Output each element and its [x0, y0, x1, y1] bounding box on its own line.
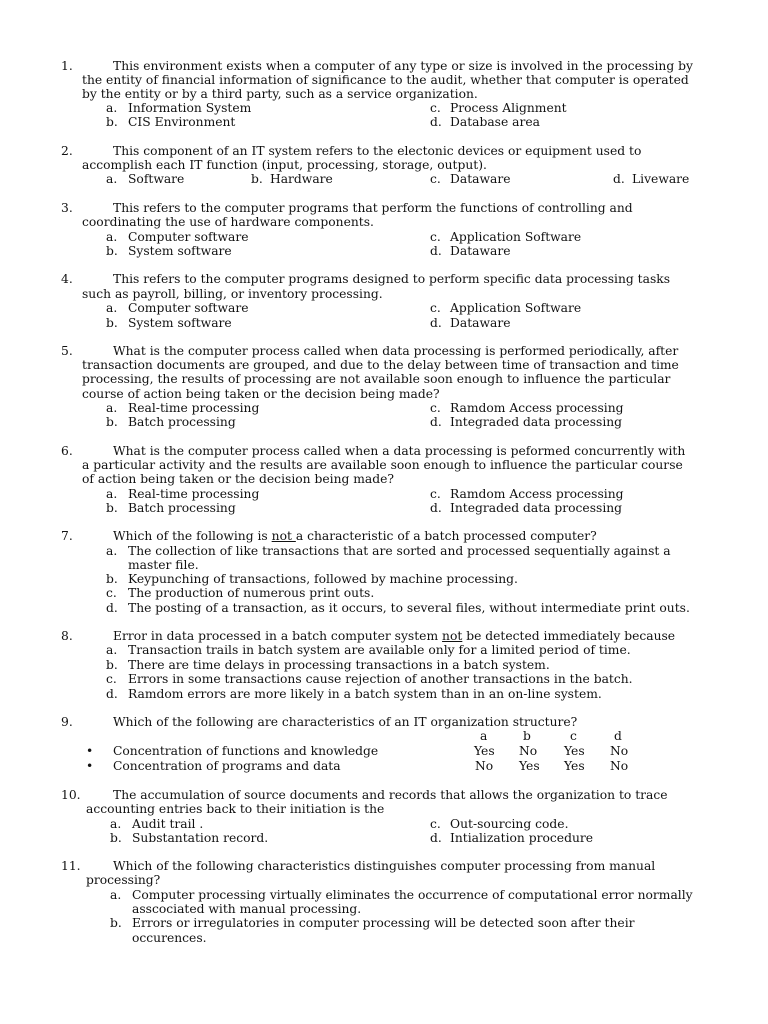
option-letter: c. [430, 487, 441, 501]
option-text: The production of numerous print outs. [128, 586, 375, 600]
option-letter: a. [106, 230, 118, 244]
question-text: transaction documents are grouped, and due to the delay between time of transaction and time [82, 358, 679, 372]
option-letter: c. [430, 101, 441, 115]
underlined-word: not [271, 529, 296, 543]
question-text: This environment exists when a computer of any type or size is involved in the processing by [113, 59, 693, 73]
table-cell: Yes [519, 759, 540, 773]
table-cell: No [610, 744, 629, 758]
question-number: 2. [61, 144, 73, 158]
option-letter: c. [430, 230, 441, 244]
option-letter: b. [106, 115, 118, 129]
option-text: System software [128, 244, 232, 258]
option-text: Batch processing [128, 501, 236, 515]
question-text: Which of the following is not a characteristic of a batch processed computer? [113, 529, 597, 543]
question-text: by the entity or by a third party, such as a service organization. [82, 87, 478, 101]
option-letter: a. [110, 888, 122, 902]
question-text: Which of the following characteristics distinguishes computer processing from manual [113, 859, 656, 873]
table-cell: Yes [564, 744, 585, 758]
option-letter: d. [613, 172, 625, 186]
option-text: Computer processing virtually eliminates the occurrence of computational error normally [132, 888, 693, 902]
question-number: 8. [61, 629, 73, 643]
option-text: Ramdom Access processing [450, 487, 624, 501]
option-text: Hardware [270, 172, 333, 186]
option-text: asscociated with manual processing. [132, 902, 362, 916]
option-text: Computer software [128, 230, 249, 244]
question-number: 7. [61, 529, 73, 543]
question-number: 11. [61, 859, 81, 873]
question-text: processing, the results of processing are not available soon enough to influence the particular [82, 372, 671, 386]
column-header: b [523, 729, 531, 743]
option-text: Dataware [450, 316, 511, 330]
option-text: Ramdom errors are more likely in a batch system than in an on-line system. [128, 687, 602, 701]
option-letter: d. [106, 601, 118, 615]
question-text: What is the computer process called when data processing is performed periodically, after [113, 344, 679, 358]
table-cell: No [519, 744, 538, 758]
option-letter: a. [106, 172, 118, 186]
question-text: of action being taken or the decision being made? [82, 472, 394, 486]
underlined-word: not [442, 629, 463, 643]
table-cell: Yes [564, 759, 585, 773]
option-text: Keypunching of transactions, followed by machine processing. [128, 572, 518, 586]
option-letter: c. [430, 817, 441, 831]
option-letter: a. [106, 643, 118, 657]
question-number: 5. [61, 344, 73, 358]
question-number: 10. [61, 788, 81, 802]
option-text: Real-time processing [128, 487, 260, 501]
option-letter: d. [106, 687, 118, 701]
table-cell: No [610, 759, 629, 773]
option-text: Audit trail . [132, 817, 204, 831]
option-text: Integraded data processing [450, 415, 623, 429]
option-letter: a. [106, 544, 118, 558]
option-text: Out-sourcing code. [450, 817, 569, 831]
option-text: Errors or irregulatories in computer processing will be detected soon after their [132, 916, 635, 930]
question-text: coordinating the use of hardware components. [82, 215, 374, 229]
bullet: • [86, 744, 94, 758]
option-letter: a. [106, 101, 118, 115]
option-letter: d. [430, 831, 442, 845]
table-cell: No [475, 759, 494, 773]
option-text: Batch processing [128, 415, 236, 429]
option-text: Computer software [128, 301, 249, 315]
option-letter: b. [106, 501, 118, 515]
question-number: 3. [61, 201, 73, 215]
option-letter: b. [106, 415, 118, 429]
option-text: Application Software [450, 301, 582, 315]
option-text: Application Software [450, 230, 582, 244]
option-letter: c. [430, 172, 441, 186]
option-text: Information System [128, 101, 252, 115]
question-text: accomplish each IT function (input, processing, storage, output). [82, 158, 487, 172]
question-number: 1. [61, 59, 73, 73]
option-text: Liveware [632, 172, 690, 186]
option-letter: a. [106, 401, 118, 415]
option-text: There are time delays in processing transactions in a batch system. [128, 658, 550, 672]
row-label: Concentration of programs and data [113, 759, 341, 773]
question-text: Error in data processed in a batch computer system not be detected immediately because [113, 629, 676, 643]
bullet: • [86, 759, 94, 773]
question-text: What is the computer process called when a data processing is peformed concurrently with [113, 444, 686, 458]
question-text: Which of the following are characteristics of an IT organization structure? [113, 715, 578, 729]
option-letter: c. [106, 672, 117, 686]
option-letter: b. [251, 172, 263, 186]
option-letter: a. [106, 487, 118, 501]
question-number: 4. [61, 272, 73, 286]
option-letter: b. [110, 831, 122, 845]
option-text: The posting of a transaction, as it occurs, to several files, without intermediate print outs. [128, 601, 690, 615]
question-number: 9. [61, 715, 73, 729]
option-letter: c. [430, 301, 441, 315]
option-text: Process Alignment [450, 101, 567, 115]
option-letter: d. [430, 415, 442, 429]
option-letter: a. [106, 301, 118, 315]
column-header: c [570, 729, 577, 743]
option-text: Transaction trails in batch system are available only for a limited period of time. [128, 643, 631, 657]
question-text: This refers to the computer programs that perform the functions of controlling and [113, 201, 633, 215]
option-text: master file. [128, 558, 199, 572]
option-text: Intialization procedure [450, 831, 594, 845]
option-letter: d. [430, 501, 442, 515]
option-text: Software [128, 172, 185, 186]
question-text: This component of an IT system refers to the electonic devices or equipment used to [113, 144, 642, 158]
option-letter: c. [430, 401, 441, 415]
question-text: a particular activity and the results are available soon enough to influence the particular course [82, 458, 683, 472]
option-text: Database area [450, 115, 540, 129]
question-text: the entity of financial information of significance to the audit, whether that computer is operated [82, 73, 689, 87]
question-text: processing? [86, 873, 161, 887]
option-text: Integraded data processing [450, 501, 623, 515]
option-text: Substantation record. [132, 831, 269, 845]
option-text: Ramdom Access processing [450, 401, 624, 415]
column-header: d [614, 729, 622, 743]
option-text: Real-time processing [128, 401, 260, 415]
option-letter: b. [106, 244, 118, 258]
option-letter: b. [106, 316, 118, 330]
option-letter: b. [110, 916, 122, 930]
option-letter: b. [106, 572, 118, 586]
question-text: such as payroll, billing, or inventory processing. [82, 287, 383, 301]
question-text: accounting entries back to their initiation is the [86, 802, 385, 816]
option-text: Errors in some transactions cause rejection of another transactions in the batch. [128, 672, 633, 686]
option-letter: c. [106, 586, 117, 600]
option-letter: b. [106, 658, 118, 672]
option-text: CIS Environment [128, 115, 236, 129]
row-label: Concentration of functions and knowledge [113, 744, 379, 758]
question-text: course of action being taken or the decision being made? [82, 387, 440, 401]
question-number: 6. [61, 444, 73, 458]
column-header: a [480, 729, 488, 743]
option-letter: d. [430, 316, 442, 330]
option-text: The collection of like transactions that are sorted and processed sequentially against a [128, 544, 671, 558]
question-text: The accumulation of source documents and records that allows the organization to trace [113, 788, 668, 802]
table-cell: Yes [474, 744, 495, 758]
option-text: Dataware [450, 244, 511, 258]
option-letter: a. [110, 817, 122, 831]
option-text: System software [128, 316, 232, 330]
option-letter: d. [430, 115, 442, 129]
option-text: Dataware [450, 172, 511, 186]
option-letter: d. [430, 244, 442, 258]
question-text: This refers to the computer programs designed to perform specific data processing tasks [113, 272, 671, 286]
option-text: occurences. [132, 931, 207, 945]
